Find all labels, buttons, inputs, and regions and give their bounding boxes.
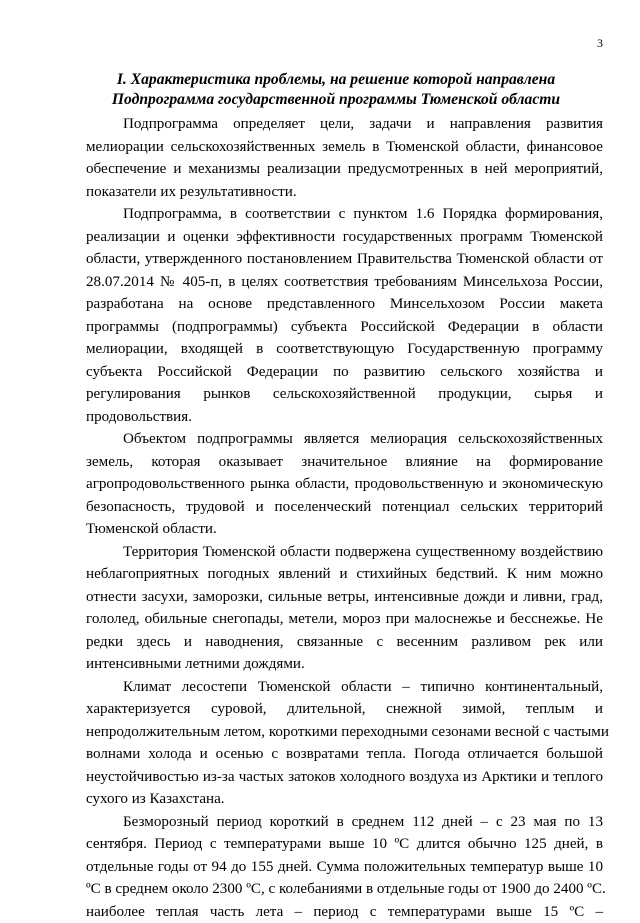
paragraph-line: Климат лесостепи Тюменской области – типично континентальный, (86, 676, 603, 699)
paragraph-line: продовольствия. (86, 406, 603, 429)
page-number: 3 (597, 36, 603, 50)
paragraph-line: ºС в среднем около 2300 ºС, с колебаниями в отдельные годы от 1900 до 2400 ºС. (86, 878, 603, 901)
section-heading-line-1: I. Характеристика проблемы, на решение которой направлена (86, 70, 586, 90)
paragraph-line: интенсивными летними дождями. (86, 653, 603, 676)
paragraph-line: характеризуется суровой, длительной, снежной зимой, теплым и (86, 698, 603, 721)
paragraph-line: программы (подпрограммы) субъекта Российской Федерации в области (86, 316, 603, 339)
paragraph-line: обеспечение и механизмы реализации предусмотренных в ней мероприятий, (86, 158, 603, 181)
paragraph-line: безопасность, трудовой и поселенческий потенциал сельских территорий (86, 496, 603, 519)
paragraph-line: земель, которая оказывает значительное влияние на формирование (86, 451, 603, 474)
paragraph-line: Безморозный период короткий в среднем 112 дней – с 23 мая по 13 (86, 811, 603, 834)
paragraph-line: разработана на основе представленного Минсельхозом России макета (86, 293, 603, 316)
paragraph-line: неустойчивостью из-за частых затоков холодного воздуха из Арктики и теплого (86, 766, 603, 789)
paragraph-line: неблагоприятных погодных явлений и стихийных бедствий. К ним можно (86, 563, 603, 586)
paragraph-line: сухого из Казахстана. (86, 788, 603, 811)
paragraph-line: 28.07.2014 № 405-п, в целях соответствия требованиям Минсельхоза России, (86, 271, 603, 294)
paragraph-line: субъекта Российской Федерации по развитию сельского хозяйства и (86, 361, 603, 384)
section-heading-line-2: Подпрограмма государственной программы Тюменской области (86, 90, 586, 110)
paragraph-line: регулирования рынков сельскохозяйственной продукции, сырья и (86, 383, 603, 406)
paragraph-line: непродолжительным летом, короткими переходными сезонами весной с частыми (86, 721, 603, 744)
paragraph-line: Территория Тюменской области подвержена существенному воздействию (86, 541, 603, 564)
paragraph-line: отдельные годы от 94 до 155 дней. Сумма положительных температур выше 10 (86, 856, 603, 879)
paragraph-line: области, утвержденного постановлением Правительства Тюменской области от (86, 248, 603, 271)
paragraph-line: сентября. Период с температурами выше 10 ºС длится обычно 125 дней, в (86, 833, 603, 856)
paragraph-line: волнами холода и осенью с возвратами тепла. Погода отличается большой (86, 743, 603, 766)
paragraph-line: показатели их результативности. (86, 181, 603, 204)
paragraph-line: агропродовольственного рынка области, продовольственную и экономическую (86, 473, 603, 496)
paragraph-line: гололед, обильные снегопады, метели, мороз при малоснежье и бесснежье. Не (86, 608, 603, 631)
paragraph (86, 676, 603, 811)
paragraph (86, 428, 603, 541)
section-heading (86, 70, 586, 110)
body-text (86, 113, 603, 923)
paragraph-line: Тюменской области. (86, 518, 603, 541)
paragraph (86, 203, 603, 428)
paragraph-line: мелиорации, входящей в соответствующую Государственную программу (86, 338, 603, 361)
paragraph-line: реализации и оценки эффективности государственных программ Тюменской (86, 226, 603, 249)
paragraph (86, 113, 603, 203)
paragraph-line: мелиорации сельскохозяйственных земель в Тюменской области, финансовое (86, 136, 603, 159)
paragraph (86, 541, 603, 676)
paragraph-line: наиболее теплая часть лета – период с температурами выше 15 ºС – (86, 901, 603, 923)
paragraph-line: отнести засухи, заморозки, сильные ветры, интенсивные дожди и ливни, град, (86, 586, 603, 609)
paragraph (86, 811, 603, 923)
paragraph-line: Подпрограмма определяет цели, задачи и направления развития (86, 113, 603, 136)
paragraph-line: редки здесь и наводнения, связанные с весенним разливом рек или (86, 631, 603, 654)
paragraph-line: Объектом подпрограммы является мелиорация сельскохозяйственных (86, 428, 603, 451)
paragraph-line: Подпрограмма, в соответствии с пунктом 1.6 Порядка формирования, (86, 203, 603, 226)
